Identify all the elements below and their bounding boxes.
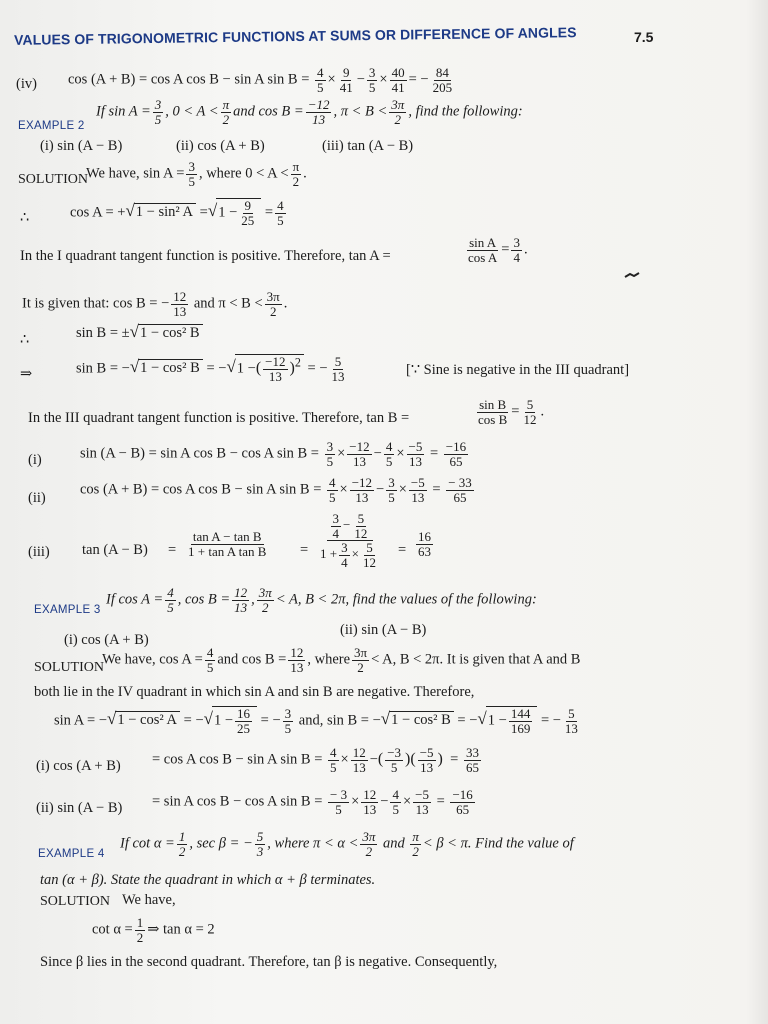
fraction: $\frac{4}{5}$ [317,65,324,95]
pen-mark [624,272,640,278]
example-label: EXAMPLE 3 [34,604,101,616]
eq-lhs: cos (A + B) [68,71,136,88]
textbook-page: VALUES OF TRIGONOMETRIC FUNCTIONS AT SUMS OR DIFFERENCE OF ANGLES 7.5 (iv) cos (A + B) = cos A cos B − sin A sin B = $\frac{4}{5}$ × $\frac{9}{41}$ − $\frac{3}{5}$ × $\frac{40}{41}$ = − $\frac{84}{205}$ EXAMPLE 2 If sin A = $\frac{3}{5}$ , 0 < A < $\frac{\pi}{2}$ and cos B = $\frac{-12}{13}$ , π < B < $\frac{3\pi}{2}$ , find the following: (i) sin (A − B) (ii) cos (A + B) (iii) tan (A − B) SOLUTION We have, sin A = $\frac{3}{5}$ , where 0 < A < $\frac{\pi}{2}$ . ∴ cos A = +√1 − sin² A =√1 − $\frac{9}{25}$ = $\frac{4}{5}$ In the I quadrant tangent function is positive. Therefore, tan A = $\frac{\text{sin A}}{\text{cos A}}$ = $\frac{3}{4}$ . It is given that: cos B = − $\frac{12}{13}$ and π < B < $\frac{3\pi}{2}$ . ∴ sin B = ±√1 − cos² B ⇒ sin B = −√1 − cos² B = −√1 −( $\frac{-12}{13}$ )$^2$ = − $\frac{5}{13}$ [∵ Sine is negative in the III quadrant] In the III quadrant tangent function is positive. Therefore, tan B = $\frac{\text{sin B}}{\text{cos B}}$ = $\frac{5}{12}$ . (i) sin (A − B) = sin A cos B − cos A sin B = $\frac{3}{5}$ × $\frac{-12}{13}$ − $\frac{4}{5}$ × $\frac{-5}{13}$ = $\frac{-16}{65}$ (ii) cos (A + B) = cos A cos B − sin A sin B = $\frac{4}{5}$ × $\frac{-12}{13}$ − $\frac{3}{5}$ × $\frac{-5}{13}$ = $\frac{- 33}{65}$ (iii) tan (A − B) = $\frac{\text{tan A − tan B}}{\text{1 + tan A tan B}}$ = $\frac{3}{4}$ − $\frac{5}{12}$ 1 + $\frac{3}{4}$ × $\frac{5}{12}$ = $\frac{16}{63}$ EXAMPLE 3 If cos A = $\frac{4}{5}$ , cos B = $\frac{12}{13}$ , $\frac{3\pi}{2}$ < A, B < 2π, find the values of the following: (i) cos (A + B) (ii) sin (A − B) SOLUTION We have, cos A = $\frac{4}{5}$ and cos B = $\frac{12}{13}$ , where $\frac{3\pi}{2}$ < A, B < 2π. It is given that A and B both lie in the IV quadrant in which sin A and sin B are negative. Therefore, sin A = −√1 − cos² A = −√1 − $\frac{16}{25}$ = − $\frac{3}{5}$ and, sin B = −√1 − cos² B = −√1 − $\frac{144}{169}$ = − $\frac{5}{13}$ (i) cos (A + B) = cos A cos B − sin A sin B = $\frac{4}{5}$ × $\frac{12}{13}$ −( $\frac{-3}{5}$ )( $\frac{-5}{13}$ ) = $\frac{33}{65}$ (ii) sin (A − B) = sin A cos B − cos A sin B = $\frac{- 3}{5}$ × $\frac{12}{13}$ − $\frac{4}{5}$ × $\frac{-5}{13}$ = $\frac{-16}{65}$ EXAMPLE 4 If cot α = $\frac{1}{2}$ , sec β = − $\frac{5}{3}$ , where π < α < $\frac{3\pi}{2}$ and $\frac{\pi}{2}$ < β < π. Find the value of tan (α + β). State the quadrant in which α + β terminates. SOLUTION We have, cot α = $\frac{1}{2}$ ⇒ tan α = 2 Since β lies in the second quadrant. Therefore, tan β is negative. Consequently, [0,0,768,1024]
part-i: (i) sin (A − B) [40,138,123,154]
therefore-symbol: ∴ [20,210,30,226]
note: [∵ Sine is negative in the III quadrant] [406,362,630,378]
example2-text: If sin A = $\frac{3}{5}$ , 0 < A < $\frac{\pi}{2}$ and cos B = $\frac{-12}{13}$ , π < B < $\frac{3\pi}{2}$ , find the following: [96,97,523,127]
equation: cos (A + B) = cos A cos B − sin A sin B = $\frac{4}{5}$ × $\frac{9}{41}$ − $\frac{3}{5}$ × $\frac{40}{41}$ = − $\frac{84}{205}$ [68,65,453,95]
fraction: $\frac{84}{205}$ [432,65,453,95]
page-number: 7.5 [634,29,654,45]
page-edge-shadow [746,0,768,1024]
eq-expansion: = cos A cos B − sin A sin B = [139,71,310,88]
part-iii: (iii) tan (A − B) [322,138,414,154]
part-label: (iv) [16,76,37,92]
solution-label: SOLUTION [18,172,88,187]
solution-label: SOLUTION [34,660,104,675]
fraction: $\frac{40}{41}$ [391,65,405,95]
compound-fraction: $\frac{3}{4}$ − $\frac{5}{12}$ 1 + $\frac{3}{4}$ × $\frac{5}{12}$ [320,511,376,570]
example-label: EXAMPLE 4 [38,848,105,860]
fraction: $\frac{9}{41}$ [339,65,353,95]
chapter-heading: VALUES OF TRIGONOMETRIC FUNCTIONS AT SUMS OR DIFFERENCE OF ANGLES [13,24,577,48]
solution-label: SOLUTION [40,894,110,909]
fraction: $\frac{3}{5}$ [368,65,376,95]
example-label: EXAMPLE 2 [18,120,85,132]
part-ii: (ii) cos (A + B) [176,138,265,154]
